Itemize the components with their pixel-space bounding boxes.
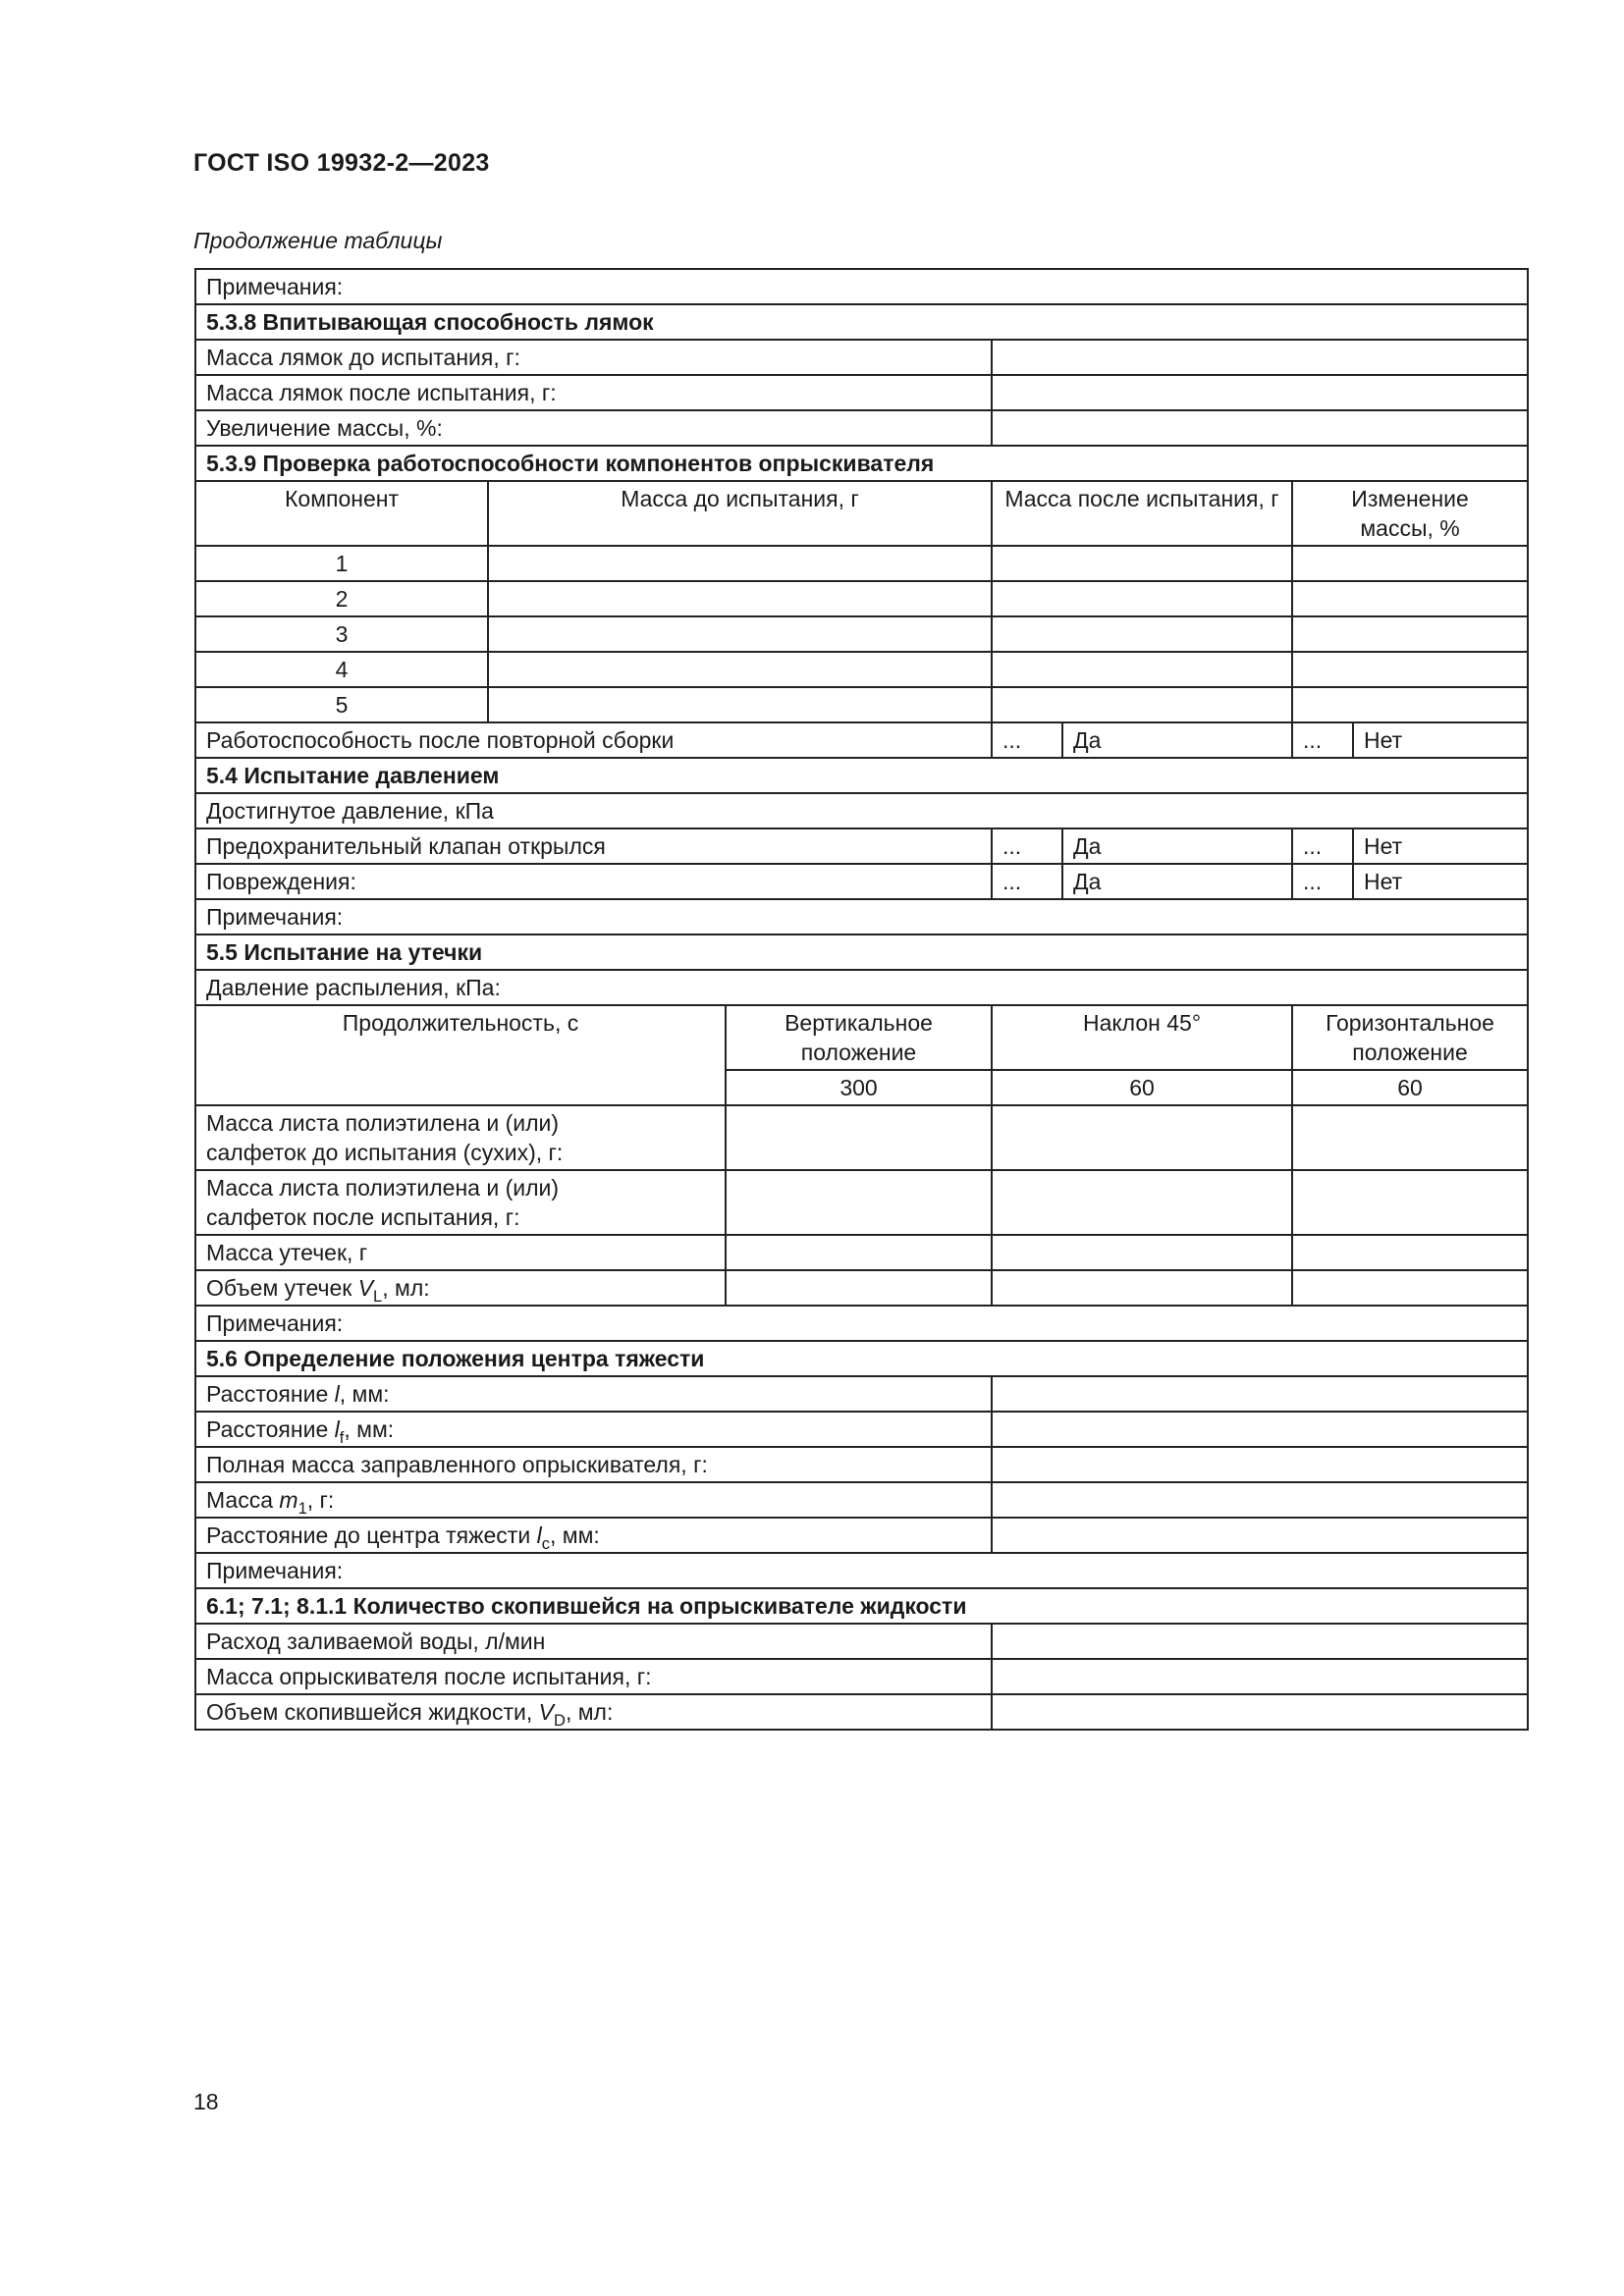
notes-row: Примечания: [195,899,1528,934]
column-header: Масса до испытания, г [488,481,992,546]
page-number: 18 [193,2089,219,2114]
value-cell[interactable] [992,340,1528,375]
option-yes-label: Да [1062,828,1292,864]
column-header: Компонент [195,481,488,546]
component-number: 4 [195,652,488,687]
field-label: Объем скопившейся жидкости, $V_D$, мл: [195,1694,992,1730]
value-cell[interactable] [488,616,992,652]
value-cell[interactable] [726,1235,992,1270]
table-continuation-label: Продолжение таблицы [193,228,443,253]
column-header: Горизонтальное положение [1292,1005,1528,1070]
value-cell[interactable] [992,1105,1292,1170]
section-title: 6.1; 7.1; 8.1.1 Количество скопившейся на опрыскивателе жидкости [195,1588,1528,1624]
value-cell[interactable] [992,1170,1292,1235]
section-title: 5.5 Испытание на утечки [195,934,1528,970]
notes-row: Примечания: [195,1553,1528,1588]
value-cell[interactable] [1292,1235,1528,1270]
option-yes-label: Да [1062,864,1292,899]
value-cell[interactable] [488,546,992,581]
field-label: Повреждения: [195,864,992,899]
value-cell[interactable] [992,1376,1528,1412]
field-label: Расстояние l, мм: [195,1376,992,1412]
field-label: Объем утечек $V_L$, мл: [195,1270,726,1306]
column-header: Продолжительность, с [195,1005,726,1105]
value-cell[interactable] [726,1270,992,1306]
value-cell[interactable] [992,1270,1292,1306]
value-cell[interactable] [1292,546,1528,581]
checkbox-yes[interactable]: ... [992,864,1062,899]
field-label: Масса листа полиэтилена и (или) салфеток до испытания (сухих), г: [195,1105,726,1170]
field-label: Давление распыления, кПа: [195,970,1528,1005]
value-cell[interactable] [1292,1105,1528,1170]
duration-value: 300 [726,1070,992,1105]
column-header: Масса после испытания, г [992,481,1292,546]
value-cell[interactable] [992,1447,1528,1482]
value-cell[interactable] [992,581,1292,616]
column-header: Вертикальное положение [726,1005,992,1070]
section-title: 5.4 Испытание давлением [195,758,1528,793]
value-cell[interactable] [1292,687,1528,722]
section-title: 5.3.9 Проверка работоспособности компонентов опрыскивателя [195,446,1528,481]
field-label: Полная масса заправленного опрыскивателя, г: [195,1447,992,1482]
component-number: 3 [195,616,488,652]
duration-value: 60 [1292,1070,1528,1105]
field-label: Масса опрыскивателя после испытания, г: [195,1659,992,1694]
component-number: 5 [195,687,488,722]
value-cell[interactable] [992,616,1292,652]
notes-row: Примечания: [195,1306,1528,1341]
field-label: Масса лямок после испытания, г: [195,375,992,410]
value-cell[interactable] [488,652,992,687]
value-cell[interactable] [1292,1270,1528,1306]
value-cell[interactable] [1292,1170,1528,1235]
value-cell[interactable] [1292,652,1528,687]
value-cell[interactable] [992,410,1528,446]
field-label: Масса $m_1$, г: [195,1482,992,1518]
component-number: 1 [195,546,488,581]
field-label: Расстояние $l_f$, мм: [195,1412,992,1447]
field-label: Работоспособность после повторной сборки [195,722,992,758]
field-label: Масса листа полиэтилена и (или) салфеток после испытания, г: [195,1170,726,1235]
option-no-label: Нет [1353,828,1528,864]
field-label: Расход заливаемой воды, л/мин [195,1624,992,1659]
value-cell[interactable] [488,687,992,722]
section-title: 5.6 Определение положения центра тяжести [195,1341,1528,1376]
value-cell[interactable] [992,546,1292,581]
field-label: Расстояние до центра тяжести $l_c$, мм: [195,1518,992,1553]
checkbox-no[interactable]: ... [1292,722,1353,758]
value-cell[interactable] [992,375,1528,410]
value-cell[interactable] [488,581,992,616]
value-cell[interactable] [992,687,1292,722]
duration-value: 60 [992,1070,1292,1105]
field-label: Увеличение массы, %: [195,410,992,446]
value-cell[interactable] [992,1235,1292,1270]
option-no-label: Нет [1353,722,1528,758]
test-report-table [194,268,1529,1731]
checkbox-yes[interactable]: ... [992,722,1062,758]
column-header: Наклон 45° [992,1005,1292,1070]
notes-row: Примечания: [195,269,1528,304]
checkbox-yes[interactable]: ... [992,828,1062,864]
option-yes-label: Да [1062,722,1292,758]
value-cell[interactable] [1292,581,1528,616]
value-cell[interactable] [992,1482,1528,1518]
value-cell[interactable] [992,1624,1528,1659]
checkbox-no[interactable]: ... [1292,864,1353,899]
field-label: Предохранительный клапан открылся [195,828,992,864]
value-cell[interactable] [992,1412,1528,1447]
field-label: Масса утечек, г [195,1235,726,1270]
value-cell[interactable] [726,1170,992,1235]
section-title: 5.3.8 Впитывающая способность лямок [195,304,1528,340]
field-label: Достигнутое давление, кПа [195,793,1528,828]
value-cell[interactable] [992,652,1292,687]
option-no-label: Нет [1353,864,1528,899]
field-label: Масса лямок до испытания, г: [195,340,992,375]
value-cell[interactable] [1292,616,1528,652]
value-cell[interactable] [992,1694,1528,1730]
checkbox-no[interactable]: ... [1292,828,1353,864]
column-header: Изменение массы, % [1292,481,1528,546]
document-header: ГОСТ ISO 19932-2—2023 [193,149,490,177]
component-number: 2 [195,581,488,616]
value-cell[interactable] [992,1518,1528,1553]
value-cell[interactable] [726,1105,992,1170]
value-cell[interactable] [992,1659,1528,1694]
